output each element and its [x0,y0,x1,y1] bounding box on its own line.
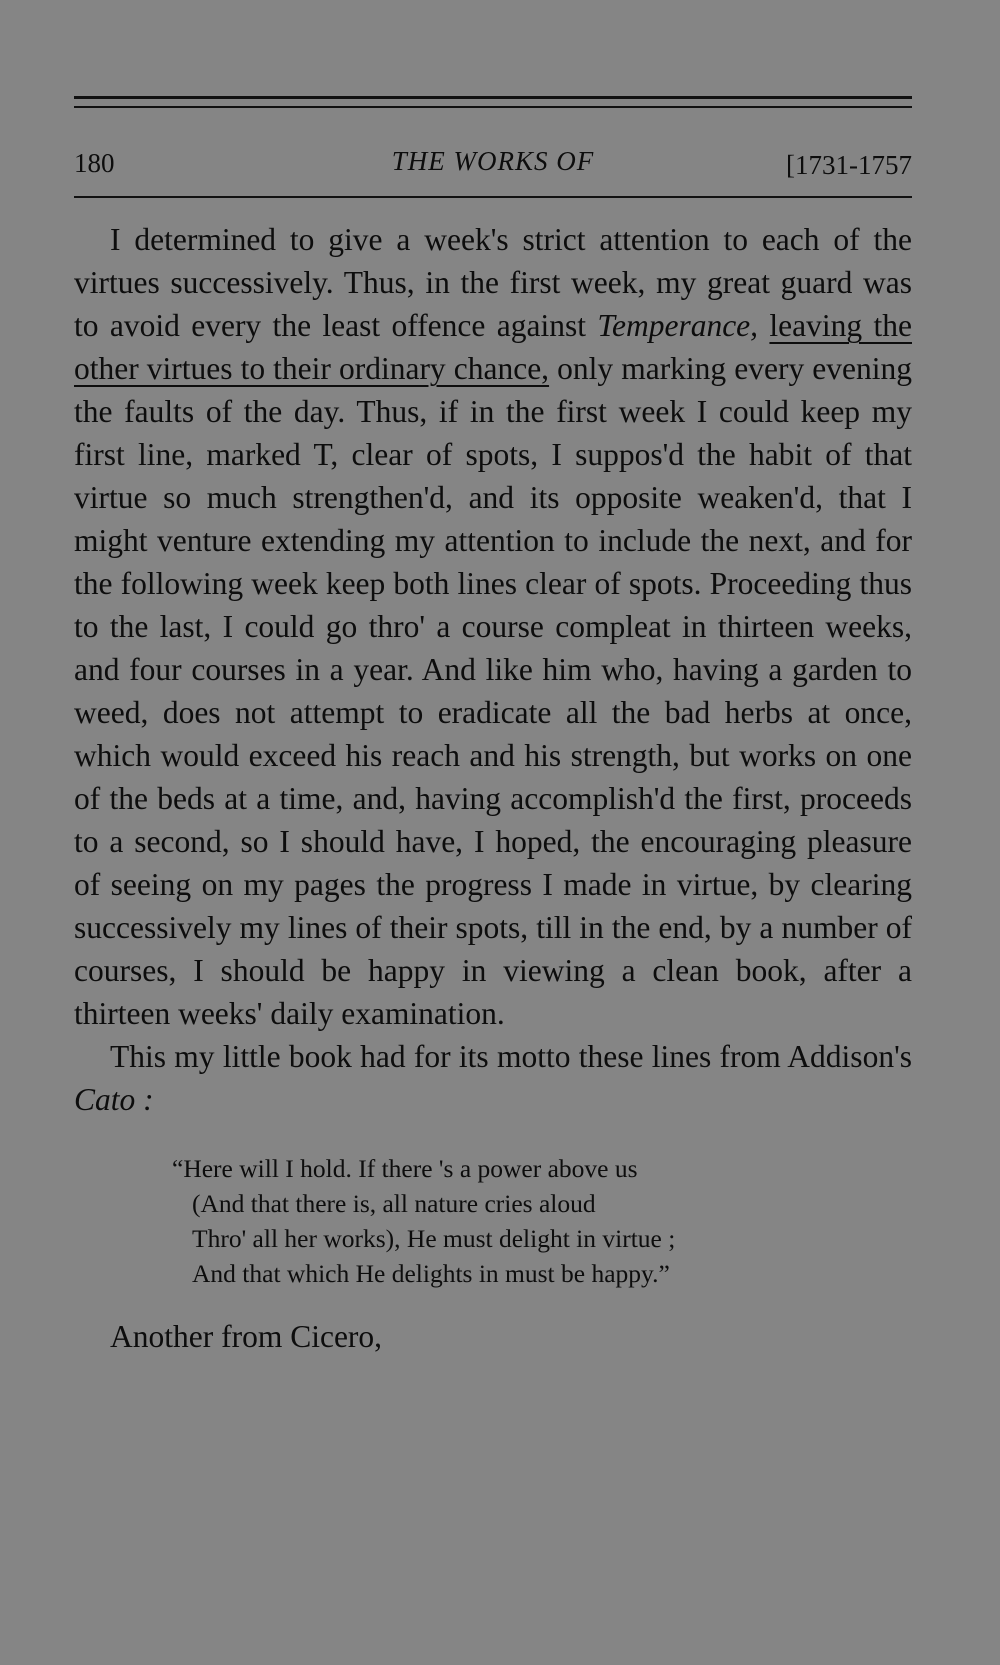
header-rule-top [74,96,912,99]
paragraph-2-text: This my little book had for its motto these lines from Addison's [110,1039,912,1074]
temperance-italic: Temperance, [597,308,759,343]
closing-line: Another from Cicero, [110,1319,383,1354]
verse-line: “Here will I hold. If there 's a power above us [172,1154,638,1183]
header-rule-bottom [74,196,912,198]
paragraph-2 [74,1035,912,1121]
running-title: THE WORKS OF [391,146,595,176]
verse-line: And that which He delights in must be happy.” [192,1259,670,1288]
paragraph-1-text-a: I determined to give a week's strict attention to each of the virtues successively. Thus, in the first week, my great guard was to avoid every the least offence against [74,222,912,343]
cato-italic: Cato : [74,1082,154,1117]
paragraph-1 [74,218,912,1035]
underlined-passage: leaving the other virtues to their ordinary chance, [74,308,912,386]
book-page [74,96,912,1390]
verse-quote [172,1151,912,1291]
body-text [74,218,912,1121]
verse-line: (And that there is, all nature cries aloud [192,1189,596,1218]
verse-line: Thro' all her works), He must delight in virtue ; [192,1224,676,1253]
page-number: 180 [74,148,115,178]
running-head [74,108,912,180]
date-range: [1731-1757 [786,150,912,180]
paragraph-1-text-b: only marking every evening the faults of the day. Thus, if in the first week I could keep my first line, marked T, clear of spots, I suppos'd the habit of that virtue so much strengthen'd, and its opposite weaken'd, that I might venture extending my attention to include the next, and for the following week keep both lines clear of spots. Proceeding thus to the last, I could go thro' a course compleat in thirteen weeks, and four courses in a year. And like him who, having a garden to weed, does not attempt to eradicate all the bad herbs at once, which would exceed his reach and his strength, but works on one of the beds at a time, and, having accomplish'd the first, proceeds to a second, so I should have, I hoped, the encouraging pleasure of seeing on my pages the progress I made in virtue, by clearing successively my lines of their spots, till in the end, by a number of courses, I should be happy in viewing a clean book, after a thirteen weeks' daily examination. [74,351,912,1031]
